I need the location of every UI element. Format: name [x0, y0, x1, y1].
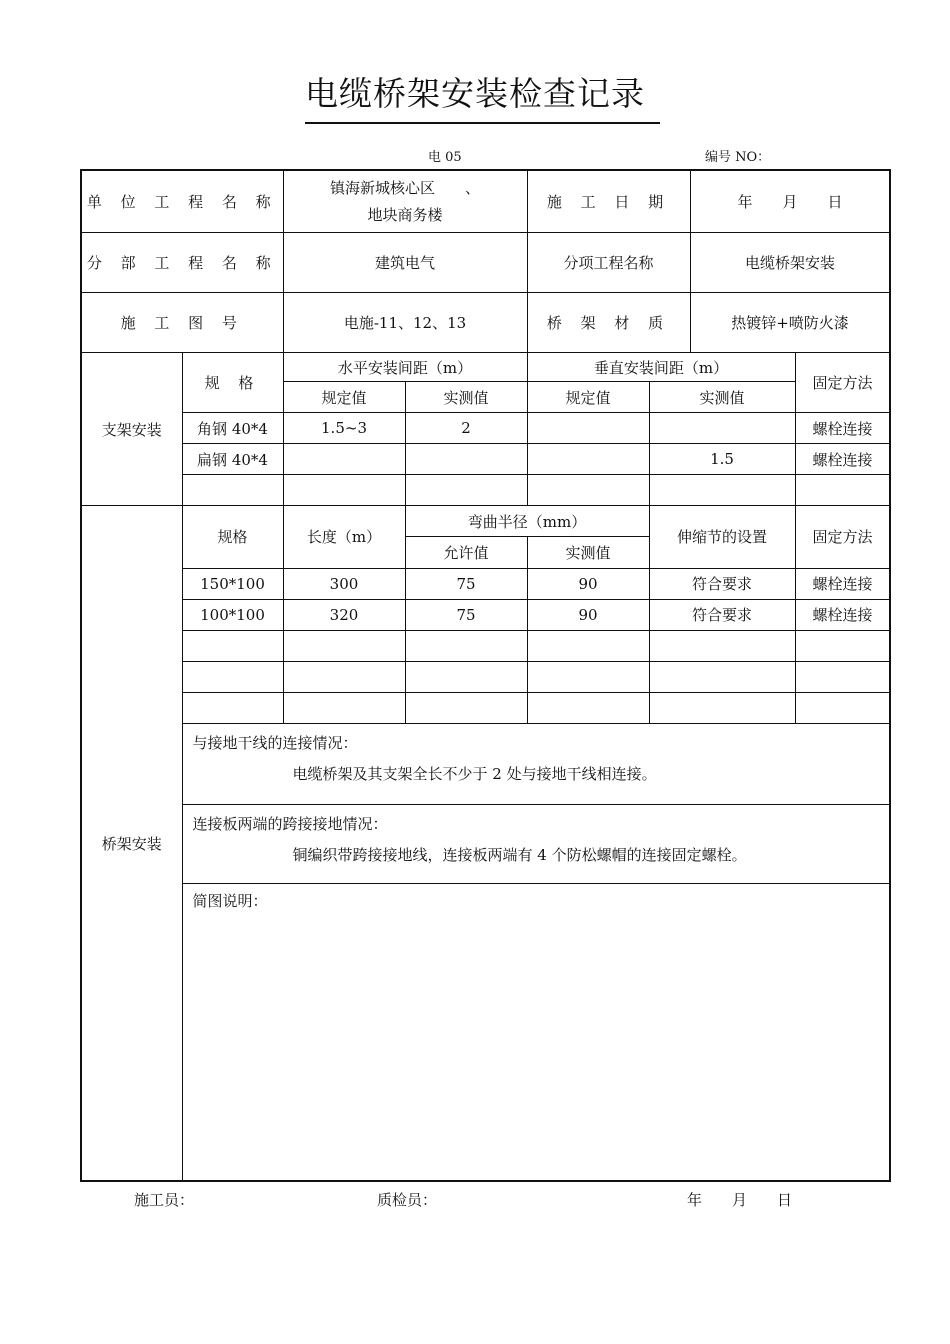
unit-project-label: 单 位 工 程 名 称: [81, 170, 283, 232]
header-row-drawing: [81, 292, 890, 352]
tray-length-cell: 320: [283, 599, 405, 630]
diagram-row: [81, 884, 890, 1181]
constructor-signature-label: 施工员：: [134, 1191, 195, 1209]
support-fixing-header: 固定方法: [795, 353, 890, 413]
tray-fixing-cell: [795, 692, 890, 723]
table-row: [81, 413, 890, 444]
tray-spec-header: 规格: [182, 506, 283, 568]
bend-measured-cell: [527, 630, 649, 661]
h-measured-cell: 2: [405, 413, 527, 444]
drawing-no-value: 电施-11、12、13: [283, 292, 527, 352]
v-measured-cell: [649, 413, 795, 444]
tray-header-row-1: [81, 506, 890, 537]
h-measured-cell: [405, 444, 527, 475]
construction-date-label: 施 工 日 期: [527, 170, 690, 232]
bend-measured-cell: [527, 661, 649, 692]
grounding-title: 与接地干线的连接情况：: [192, 733, 358, 752]
expansion-joint-cell: [649, 661, 795, 692]
bend-measured-cell: [527, 692, 649, 723]
support-spec-cell: [182, 475, 283, 506]
diagram-area: [182, 884, 890, 1181]
v-measured-cell: 1.5: [649, 444, 795, 475]
tray-spec-cell: 100*100: [182, 599, 283, 630]
horizontal-spacing-header: 水平安装间距（m）: [283, 353, 527, 382]
bend-allowed-cell: [405, 630, 527, 661]
table-row: [81, 661, 890, 692]
support-section-label: 支架安装: [81, 353, 182, 506]
bend-allowed-cell: 75: [405, 568, 527, 599]
v-specified-cell: [527, 444, 649, 475]
tray-length-header: 长度（m）: [283, 506, 405, 568]
table-row: [81, 630, 890, 661]
grounding-note: [182, 723, 890, 804]
unit-project-line1: 镇海新城核心区 、: [330, 179, 481, 198]
table-row: [81, 444, 890, 475]
tray-spec-cell: [182, 692, 283, 723]
header-row-unit: [81, 170, 890, 232]
construction-date-value: 年 月 日: [690, 170, 890, 232]
grounding-row: [81, 723, 890, 804]
expansion-joint-cell: [649, 692, 795, 723]
support-fixing-cell: 螺栓连接: [795, 413, 890, 444]
bend-radius-header: 弯曲半径（mm）: [405, 506, 649, 537]
support-header-row-1: [81, 353, 890, 382]
v-specified-cell: [527, 413, 649, 444]
vertical-spacing-header: 垂直安装间距（m）: [527, 353, 795, 382]
tray-material-value: 热镀锌+喷防火漆: [690, 292, 890, 352]
bend-allowed-cell: [405, 692, 527, 723]
bend-allowed-cell: [405, 661, 527, 692]
bend-allowed-header: 允许值: [405, 537, 527, 568]
signature-date-label: 年 月 日: [687, 1191, 793, 1209]
table-row: [81, 692, 890, 723]
drawing-no-label: 施 工 图 号: [81, 292, 283, 352]
tray-spec-cell: [182, 661, 283, 692]
support-spec-header: 规 格: [182, 353, 283, 413]
tray-fixing-cell: 螺栓连接: [795, 568, 890, 599]
bonding-text: 铜编织带跨接接地线，连接板两端有 4 个防松螺帽的连接固定螺栓。: [292, 846, 747, 865]
unit-project-value: [283, 170, 527, 232]
tray-spec-cell: [182, 630, 283, 661]
table-row: [81, 568, 890, 599]
bonding-row: [81, 805, 890, 884]
support-spec-cell: 扁钢 40*4: [182, 444, 283, 475]
bonding-title: 连接板两端的跨接接地情况：: [192, 815, 388, 834]
h-specified-cell: [283, 475, 405, 506]
h-measured-header: 实测值: [405, 382, 527, 413]
expansion-joint-cell: 符合要求: [649, 568, 795, 599]
expansion-joint-header: 伸缩节的设置: [649, 506, 795, 568]
sub-project-label: 分 部 工 程 名 称: [81, 232, 283, 292]
record-number-label: 编号 NO：: [705, 150, 771, 165]
item-project-label: 分项工程名称: [527, 232, 690, 292]
expansion-joint-cell: 符合要求: [649, 599, 795, 630]
tray-fixing-cell: 螺栓连接: [795, 599, 890, 630]
form-code: 电 05: [428, 150, 462, 165]
bend-allowed-cell: 75: [405, 599, 527, 630]
expansion-joint-cell: [649, 630, 795, 661]
support-fixing-cell: 螺栓连接: [795, 444, 890, 475]
v-measured-header: 实测值: [649, 382, 795, 413]
h-specified-header: 规定值: [283, 382, 405, 413]
inspector-signature-label: 质检员：: [377, 1191, 438, 1209]
h-measured-cell: [405, 475, 527, 506]
tray-fixing-cell: [795, 630, 890, 661]
tray-length-cell: [283, 661, 405, 692]
support-fixing-cell: [795, 475, 890, 506]
h-specified-cell: 1.5~3: [283, 413, 405, 444]
v-measured-cell: [649, 475, 795, 506]
sub-project-value: 建筑电气: [283, 232, 527, 292]
bend-measured-header: 实测值: [527, 537, 649, 568]
title-underline: [305, 122, 660, 124]
tray-length-cell: [283, 630, 405, 661]
bend-measured-cell: 90: [527, 568, 649, 599]
tray-fixing-cell: [795, 661, 890, 692]
v-specified-cell: [527, 475, 649, 506]
table-row: [81, 599, 890, 630]
tray-length-cell: [283, 692, 405, 723]
table-row: [81, 475, 890, 506]
tray-material-label: 桥 架 材 质: [527, 292, 690, 352]
unit-project-line2: 地块商务楼: [367, 206, 443, 225]
support-spec-cell: 角钢 40*4: [182, 413, 283, 444]
bend-measured-cell: 90: [527, 599, 649, 630]
inspection-record-table: [80, 169, 891, 1182]
grounding-text: 电缆桥架及其支架全长不少于 2 处与接地干线相连接。: [292, 764, 657, 783]
item-project-value: 电缆桥架安装: [690, 232, 890, 292]
tray-length-cell: 300: [283, 568, 405, 599]
document-title: 电缆桥架安装检查记录: [305, 74, 645, 113]
diagram-label: 简图说明：: [192, 892, 268, 911]
v-specified-header: 规定值: [527, 382, 649, 413]
h-specified-cell: [283, 444, 405, 475]
tray-spec-cell: 150*100: [182, 568, 283, 599]
bonding-note: [182, 805, 890, 884]
tray-fixing-header: 固定方法: [795, 506, 890, 568]
header-row-sub: [81, 232, 890, 292]
tray-section-label: 桥架安装: [81, 506, 182, 1181]
